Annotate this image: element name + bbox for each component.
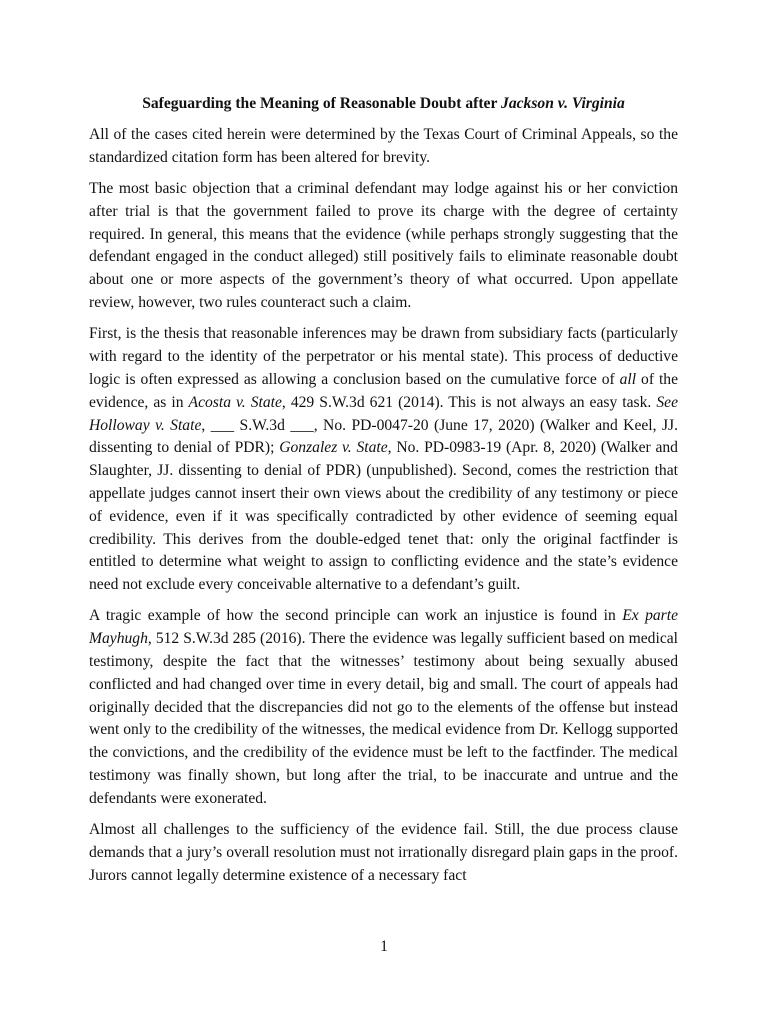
document-title: [89, 92, 678, 116]
p3-text-2: of the evidence, as in: [89, 370, 678, 411]
document-page: [89, 92, 678, 896]
p4-text-2: , 512 S.W.3d 285 (2016). There the evidence was legally sufficient based on medical testimony, despite the fact that the witnesses’ testimony about being sexually abused conflicted and had changed over time in every detail, big and small. The court of appeals had originally decided that the discrepancies did not go to the elements of the offense but instead went only to the credibility of the witnesses, the medical evidence from Dr. Kellogg supported the convictions, and the credibility of the evidence must be left to the factfinder. The medical testimony was finally shown, but long after the trial, to be inaccurate and untrue and the defendants were exonerated.: [89, 630, 678, 807]
p4-case-mayhugh: Ex parte Mayhugh: [89, 607, 678, 648]
page-number: 1: [380, 938, 388, 955]
paragraph-tragic-example: [89, 605, 678, 810]
p3-emphasis-all: all: [619, 370, 637, 388]
p3-text-5: , No. PD-0983-19 (Apr. 8, 2020) (Walker and Slaughter, JJ. dissenting to denial of PDR) (unpublished). Second, comes the restriction that appellate judges cannot insert their own views about the credibility of any testimony or piece of evidence, even if it was specifically contradicted by other evidence of seeming equal credibility. This derives from the double-edged tenet that: only the original factfinder is entitled to determine what weight to assign to conflicting evidence and the state’s evidence need not exclude every conceivable alternative to a defendant’s guilt.: [89, 439, 678, 594]
paragraph-citation-note: All of the cases cited herein were determined by the Texas Court of Criminal Appeals, so the standardized citation form has been altered for brevity.: [89, 126, 678, 166]
p3-case-acosta: Acosta v. State: [188, 393, 282, 411]
p3-case-holloway: See Holloway v. State: [89, 393, 678, 434]
paragraph-sufficiency-challenges: Almost all challenges to the sufficiency of the evidence fail. Still, the due process clause demands that a jury’s overall resolution must not irrationally disregard plain gaps in the proof. Jurors cannot legally determine existence of a necessary fact: [89, 821, 678, 884]
p4-text-1: A tragic example of how the second principle can work an injustice is found in: [89, 607, 623, 625]
paragraph-first-second-rules: [89, 323, 678, 597]
p3-text-3: , 429 S.W.3d 621 (2014). This is not always an easy task.: [281, 393, 657, 411]
p3-case-gonzalez: Gonzalez v. State: [279, 439, 388, 457]
paragraph-basic-objection: The most basic objection that a criminal defendant may lodge against his or her conviction after trial is that the government failed to prove its charge with the degree of certainty required. In general, this means that the evidence (while perhaps strongly suggesting that the defendant engaged in the conduct alleged) still positively fails to eliminate reasonable doubt about one or more aspects of the government’s theory of what occurred. Upon appellate review, however, two rules counteract such a claim.: [89, 180, 678, 312]
p3-text-1: First, is the thesis that reasonable inferences may be drawn from subsidiary facts (particularly with regard to the identity of the perpetrator or his mental state). This process of deductive logic is often expressed as allowing a conclusion based on the cumulative force of: [89, 325, 678, 388]
title-case-name: Jackson v. Virginia: [501, 95, 625, 112]
title-main-text: Safeguarding the Meaning of Reasonable Doubt after: [142, 95, 502, 112]
p3-text-4: , ___ S.W.3d ___, No. PD-0047-20 (June 17, 2020) (Walker and Keel, JJ. dissenting to denial of PDR);: [89, 416, 678, 457]
